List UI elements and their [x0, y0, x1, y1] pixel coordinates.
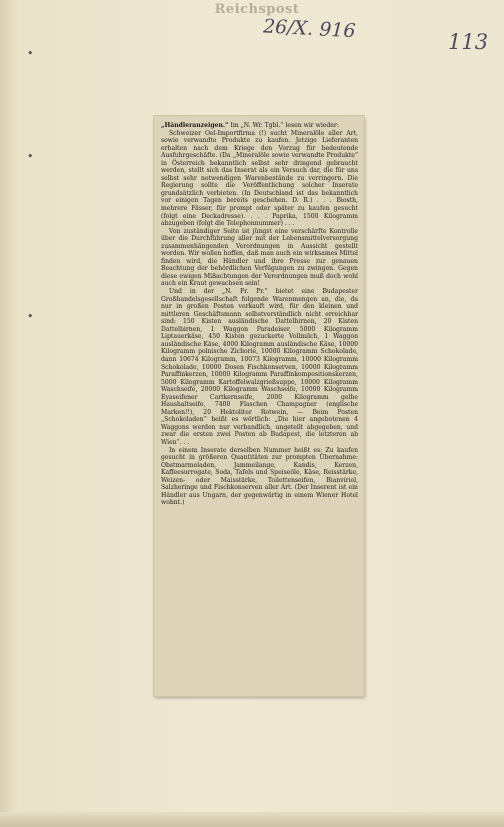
clipping-paragraph: Von zuständiger Seite ist jüngst eine verschärfte Kontrolle über die Durchführung aller mit der Lebensmittelversorgung zusammenhängenden Verordnungen in Aussicht gestellt worden. Wir wollen hoffen, daß man auch ein wirksames Mittel finden wird, die Händler und ihre Presse zur genauen Beachtung der behördlichen Verfügungen zu zwingen. Gegen diese ewigen Mißachtungen der Verordnungen muß doch wohl auch ein Kraut gewachsen sein!: [161, 227, 358, 288]
punch-hole-mark: •: [27, 47, 34, 60]
page-left-edge: [0, 0, 18, 827]
newspaper-clipping: [154, 116, 364, 696]
clipping-paragraph: Und in der „N. Fr. Pr.“ bietet eine Budapester Großhandelsgesellschaft folgende Warenmengen an, die, da nur in großen Posten verkauft wird, für den kleinen und mittleren Geschäftsmann selbstverständlich nicht erreichbar sind: 150 Kisten ausländische Dattelbirnen, 20 Kisten Dattelbirnen, 1 Waggon Paradeiser, 5000 Kilogramm Liptauerkäse, 450 Kisten gezuckerte Vollmilch, 1 Waggon ausländische Käse, 4000 Kilogramm ausländische Käse, 10000 Kilogramm polnische Zichorie, 10000 Kilogramm Schokolade, dann 10674 Kilogramm, 10073 Kilogramm, 10000 Kilogramm Schokolade, 10000 Dosen Fischkonserven, 10000 Kilogramm Paraffinkerzen, 10000 Kilogramm Paraffinkompositionskerzen, 5000 Kilogramm Kartoffelwalzgrießsuppe, 10000 Kilogramm Waschseife, 20000 Kilogramm Waschseife, 10000 Kilogramm Eyaseifener Cartkernseife, 2000 Kilogramm gelbe Haushaltseife, 7400 Flaschen Champagner (englische Marken!!), 20 Hektoliter Rotwein, — Beim Posten „Schokoladen“ heißt es wörtlich: „Die hier angebotenen 4 Waggons werden nur verbandlich, ungeteilt abgegeben, und zwar die ersten zwei Posten ab Budapest, die letzteren ab Wien“. . .: [161, 288, 358, 446]
folio-number: 113: [448, 30, 489, 54]
clipping-heading: „Händleranzeigen.“: [161, 122, 229, 129]
clipping-paragraph: In einem Inserate derselben Nummer heißt es: Zu kaufen gesucht in größeren Quantitäten zur prompten Übernahme: Obstmarmeladen, Jammeilange, Kandis, Kerzen, Kaffeesurrogate, Soda, Tafels und Speiseöle, Käse, Reisstärke, Weizen- oder Maisstärke, Toilettenseifen, Bianviriol, Salzheringe und Fischkonserven aller Art. (Der Inserent ist ein Händler aus Ungarn, der gegenwärtig in einem Wiener Hotel wohnt.): [161, 446, 358, 507]
clipping-text: [161, 122, 358, 690]
handwritten-date: 26/X. 916: [262, 15, 357, 43]
punch-hole-mark: •: [27, 150, 34, 163]
clipping-intro: Im „N. Wr. Tgbl.“ lesen wir wieder:: [230, 122, 339, 129]
page-bottom-strip: [0, 812, 504, 827]
punch-hole-mark: •: [27, 310, 34, 323]
clipping-heading-line: [161, 122, 358, 130]
clipping-paragraph: Schweizer Oel-Importfirma (!) sucht Mineralöle aller Art, sowie verwandte Produkte zu kaufen. Jetzige Lieferanten erhalten nach dem Kriege den Vorzug für bedeutende Ausfuhrgeschäfte. (Da „Mineralöle sowie verwandte Produkte“ in Österreich bekanntlich selbst sehr dringend gebraucht werden, stellt sich das Inserat als ein Versuch dar, die für uns selbst sehr notwendigen Warenbestände zu verringern. Die Regierung sollte die Veröffentlichung solcher Inserate grundsätzlich verbieten. (In Deutschland ist das bekanntlich vor einigen Tagen bereits geschehen. D. R.) . . . Biosth, mehrere Fässer, für prompt oder später zu kaufen gesucht (folgt eine Deckadresse). . . . Paprika, 1500 Kilogramm abzugeben (folgt die Telephonnummer) . . .: [161, 129, 358, 228]
newspaper-stamp: Reichspost: [214, 2, 300, 17]
